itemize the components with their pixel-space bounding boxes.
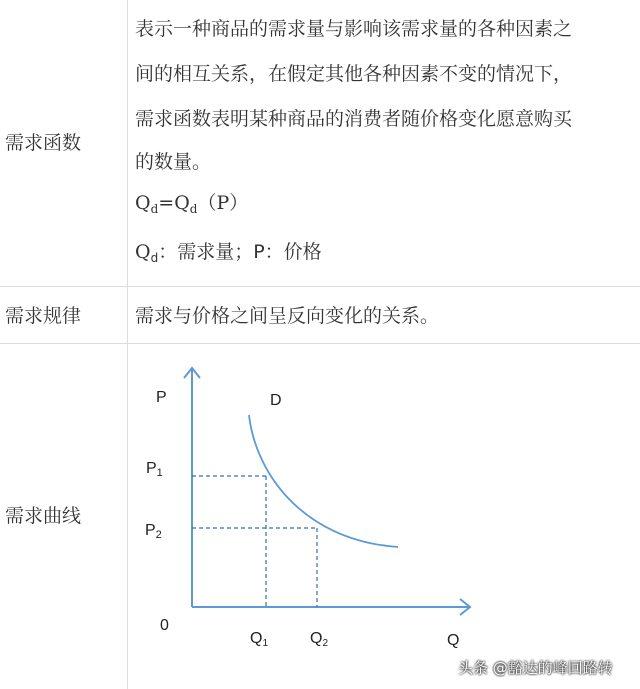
svg-text:Q2: Q2 bbox=[310, 630, 329, 649]
row-label-demand-function: 需求函数 bbox=[5, 132, 82, 154]
p-axis-label: P bbox=[156, 389, 167, 406]
row-label-demand-curve: 需求曲线 bbox=[5, 505, 82, 527]
svg-text:P2: P2 bbox=[145, 522, 162, 541]
demand-curve-d bbox=[249, 415, 398, 547]
svg-text:Q1: Q1 bbox=[250, 630, 269, 649]
row-label-demand-law: 需求规律 bbox=[5, 305, 82, 327]
definition-line: 的数量。 bbox=[135, 151, 212, 173]
formula: $Q_d=Q_d(P)$ bbox=[135, 192, 249, 216]
formula-legend: $Q_d$：需求量；P：价格 bbox=[135, 241, 322, 265]
p2-label: P bbox=[145, 522, 156, 539]
curve-label: D bbox=[270, 392, 282, 409]
definition-line: 间的相互关系，在假定其他各种因素不变的情况下， bbox=[135, 63, 573, 85]
svg-text:P1: P1 bbox=[146, 460, 163, 479]
origin-label: 0 bbox=[160, 617, 169, 634]
q-axis-label: Q bbox=[447, 632, 460, 649]
definition-line: 需求函数表明某种商品的消费者随价格变化愿意购买 bbox=[135, 108, 573, 130]
p1-label: P bbox=[146, 460, 157, 477]
demand-law-text: 需求与价格之间呈反向变化的关系。 bbox=[135, 305, 440, 327]
q2-label: Q bbox=[310, 630, 323, 647]
q1-label: Q bbox=[250, 630, 263, 647]
definition-line: 表示一种商品的需求量与影响该需求量的各种因素之 bbox=[135, 18, 573, 40]
watermark: 头条 @豁达的峰回路转 bbox=[458, 659, 613, 677]
